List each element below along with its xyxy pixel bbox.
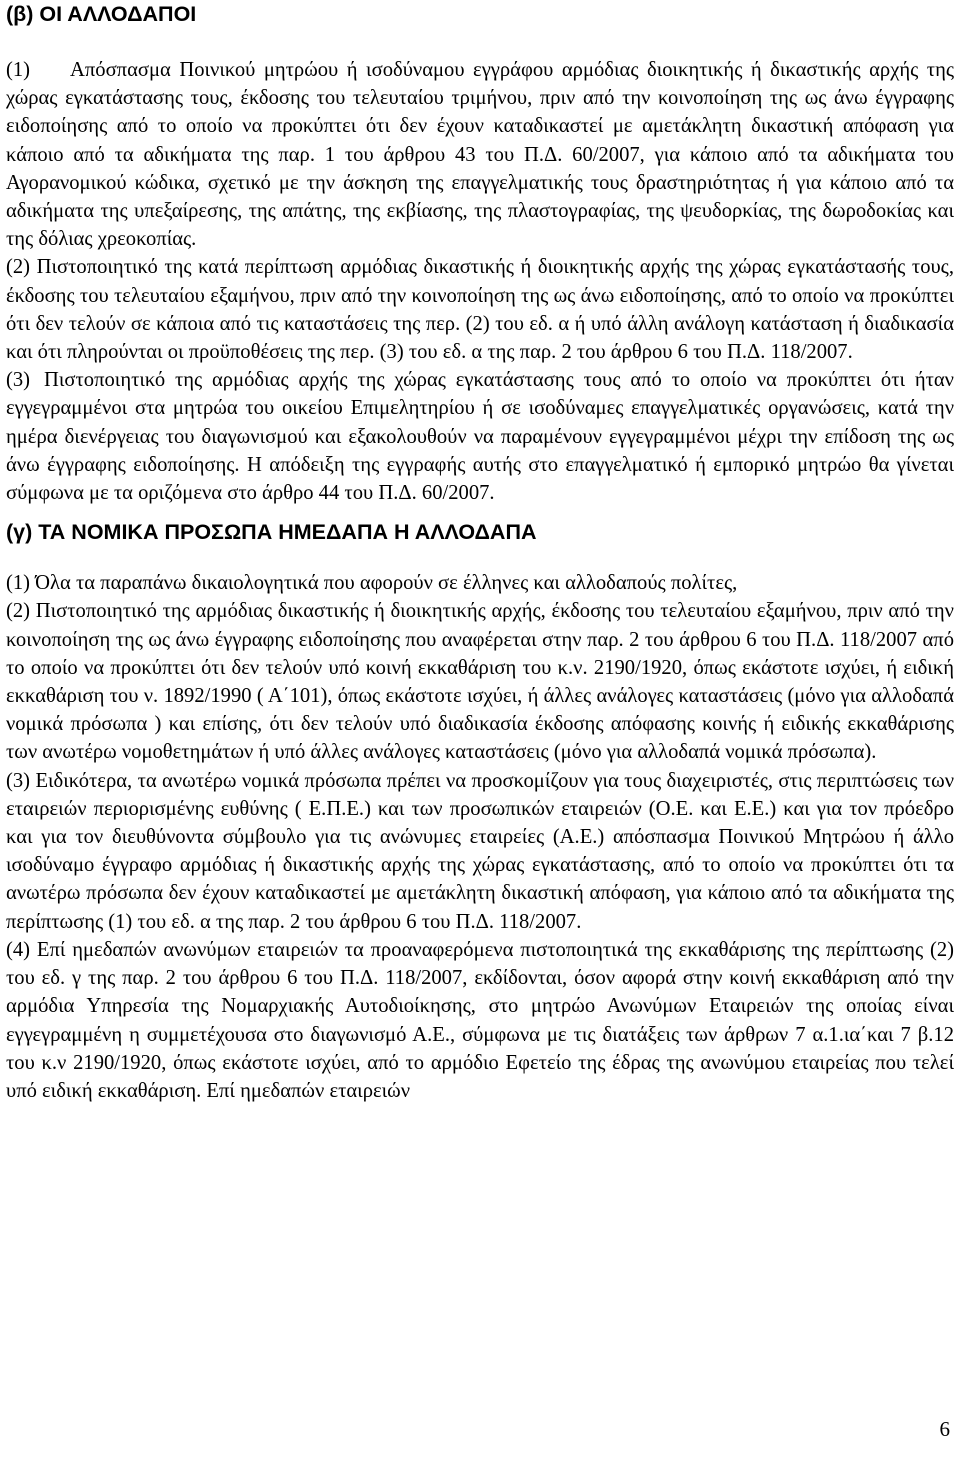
legal-entities-section	[6, 569, 954, 1105]
item-text: Πιστοποιητικό της κατά περίπτωση αρμόδιας δικαστικής ή διοικητικής αρχής της χώρας εγκατάστασής τους, έκδοσης του τελευταίου εξαμήνου, πριν από την κοινοποίηση της ως άνω ειδοποίησης, από το οποίο να προκύπτει ότι δεν τελούν σε κάποια από τις καταστάσεις της περ. (2) του εδ. α ή υπό άλλη ανάλογη κατάσταση ή διαδικασία και ότι πληρούνται οι προϋποθέσεις της περ. (3) του εδ. α της παρ. 2 του άρθρου 6 του Π.Δ. 118/2007.	[6, 256, 954, 364]
legal-entities-item-3	[6, 767, 954, 936]
item-number: (1)	[6, 572, 31, 595]
item-number: (2)	[6, 600, 31, 623]
page-number: 6	[939, 1417, 950, 1441]
item-number: (4)	[6, 938, 31, 961]
legal-entities-item-4	[6, 936, 954, 1105]
legal-entities-item-2	[6, 597, 954, 766]
item-number: (3)	[6, 769, 31, 792]
foreigners-item-3	[6, 366, 954, 507]
item-number: (1)	[6, 59, 31, 81]
document-page	[6, 0, 954, 1105]
foreigners-section	[6, 56, 954, 507]
item-text: Όλα τα παραπάνω δικαιολογητικά που αφορούν σε έλληνες και αλλοδαπούς πολίτες,	[35, 572, 738, 595]
item-text: Πιστοποιητικό της αρμόδιας αρχής της χώρας εγκατάστασης τους από το οποίο να προκύπτει ότι ήταν εγγεγραμμένοι στα μητρώα του οικείου Επιμελητηρίου ή σε ισοδύναμες επαγγελματικές οργανώσεις, κατά την ημέρα διενέργειας του διαγωνισμού και εξακολουθούν να παραμένουν εγγεγραμμένοι μέχρι την επίδοση της ως άνω έγγραφης ειδοποίησης. Η απόδειξη της εγγραφής αυτής στο επαγγελματικό ή εμπορικό μητρώο θα γίνεται σύμφωνα με τα οριζόμενα στο άρθρο 44 του Π.Δ. 60/2007.	[6, 369, 954, 505]
foreigners-item-2	[6, 253, 954, 366]
foreigners-item-1	[6, 56, 954, 253]
heading-legal-entities: (γ) ΤΑ ΝΟΜΙΚΑ ΠΡΟΣΩΠΑ ΗΜΕΔΑΠΑ Η ΑΛΛΟΔΑΠΑ	[6, 520, 537, 545]
item-number: (2)	[6, 256, 31, 279]
item-number: (3)	[6, 369, 31, 392]
legal-entities-item-1	[6, 569, 954, 597]
item-text: Επί ημεδαπών ανωνύμων εταιρειών τα προαναφερόμενα πιστοποιητικά της εκκαθάρισης της περίπτωσης (2) του εδ. γ της παρ. 2 του άρθρου 6 του Π.Δ. 118/2007, εκδίδονται, όσον αφορά στην κοινή εκκαθάριση από την αρμόδια Υπηρεσία της Νομαρχιακής Αυτοδιοίκησης, στο μητρώο Ανωνύμων Εταιρειών της οποίας είναι εγγεγραμμένη η συμμετέχουσα στο διαγωνισμό Α.Ε., σύμφωνα με τις διατάξεις των άρθρων 7 α.1.ια΄και 7 β.12 του κ.ν 2190/1920, όπως εκάστοτε ισχύει, από το αρμόδιο Εφετείο της έδρας της ανωνύμου εταιρείας που τελεί υπό ειδική εκκαθάριση. Επί ημεδαπών εταιρειών	[6, 938, 954, 1102]
item-text: Ειδικότερα, τα ανωτέρω νομικά πρόσωπα πρέπει να προσκομίζουν για τους διαχειριστές, στις περιπτώσεις των εταιρειών περιορισμένης ευθύνης ( Ε.Π.Ε.) και των προσωπικών εταιρειών (Ο.Ε. και Ε.Ε.) και για τον πρόεδρο και για τον διευθύνοντα σύμβουλο για τις ανώνυμες εταιρείες (Α.Ε.) απόσπασμα Ποινικού Μητρώου ή άλλο ισοδύναμο έγγραφο αρμόδιας ή δικαστικής αρχής της χώρας εγκατάστασης, από το οποίο να προκύπτει ότι τα ανωτέρω πρόσωπα δεν έχουν καταδικαστεί με αμετάκλητη δικαστική απόφαση, για κάποιο από τα αδικήματα της περίπτωσης (1) του εδ. α της παρ. 2 του άρθρου 6 του Π.Δ. 118/2007.	[6, 769, 955, 933]
item-text: Πιστοποιητικό της αρμόδιας δικαστικής ή διοικητικής αρχής, έκδοσης του τελευταίου εξαμήνου, πριν από την κοινοποίηση της ως άνω έγγραφης ειδοποίησης που αναφέρεται στην παρ. 2 του άρθρου 6 του Π.Δ. 118/2007 από το οποίο να προκύπτει ότι δεν τελούν υπό κοινή εκκαθάριση του κ.ν. 2190/1920, όπως εκάστοτε ισχύει, ή ειδική εκκαθάριση του ν. 1892/1990 ( Α΄101), όπως εκάστοτε ισχύει, ή άλλες ανάλογες καταστάσεις (μόνο για αλλοδαπά νομικά πρόσωπα ) και επίσης, ότι δεν τελούν υπό διαδικασία έκδοσης απόφασης κοινής ή ειδικής εκκαθάρισης των ανωτέρω νομοθετημάτων ή υπό άλλες ανάλογες καταστάσεις (μόνο για αλλοδαπά νομικά πρόσωπα).	[6, 600, 954, 764]
item-text: Απόσπασμα Ποινικού μητρώου ή ισοδύναμου εγγράφου αρμόδιας διοικητικής ή δικαστικής αρχής της χώρας εγκατάστασης τους, έκδοσης του τελευταίου τριμήνου, πριν από την κοινοποίηση της ως άνω έγγραφης ειδοποίησης από το οποίο να προκύπτει ότι δεν έχουν καταδικαστεί με αμετάκλητη δικαστική απόφαση για κάποιο από τα αδικήματα της παρ. 1 του άρθρου 43 του Π.Δ. 60/2007, για κάποιο από τα αδικήματα του Αγορανομικού κώδικα, σχετικό με την άσκηση της επαγγελματικής τους δραστηριότητας ή για κάποιο από τα αδικήματα της υπεξαίρεσης, της απάτης, της εκβίασης, της πλαστογραφίας, της ψευδορκίας, της δωροδοκίας και της δόλιας χρεοκοπίας.	[6, 59, 954, 251]
heading-foreigners: (β) ΟΙ ΑΛΛΟΔΑΠΟΙ	[6, 2, 197, 26]
